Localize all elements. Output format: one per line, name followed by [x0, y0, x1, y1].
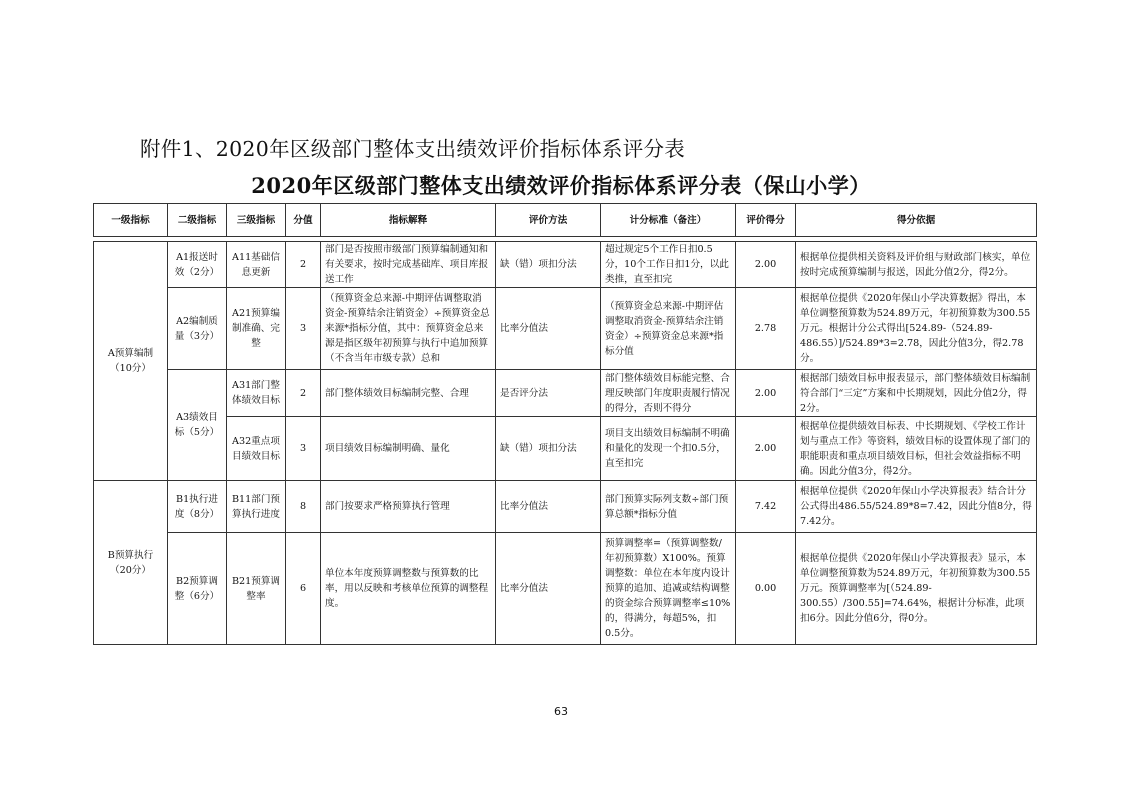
score-cell: 8 — [286, 481, 321, 533]
score-cell: 3 — [286, 288, 321, 370]
explain-cell: 部门整体绩效目标编制完整、合理 — [321, 370, 496, 417]
page-number: 63 — [554, 705, 568, 718]
explain-cell: 部门是否按照市级部门预算编制通知和有关要求，按时完成基础库、项目库报送工作 — [321, 242, 496, 288]
basis-cell: 根据单位提供《2020年保山小学决算数据》得出，本单位调整预算数为524.89万元，年初预算数为300.55万元。根据计分公式得出[524.89-（524.89-486.55）]/524.89*3=2.78，因此分值3分，得2.78分。 — [796, 288, 1037, 370]
score-cell: 2 — [286, 242, 321, 288]
level3-cell: A31部门整体绩效目标 — [227, 370, 286, 417]
result-cell: 7.42 — [736, 481, 796, 533]
level2-cell: A2编制质量（3分） — [168, 288, 227, 370]
table-row — [94, 417, 1037, 481]
standard-cell: 超过规定5个工作日扣0.5分，10个工作日扣1分，以此类推，直至扣完 — [601, 242, 736, 288]
header-result: 评价得分 — [736, 204, 796, 237]
method-cell: 缺（错）项扣分法 — [496, 242, 601, 288]
header-method: 评价方法 — [496, 204, 601, 237]
score-table — [93, 203, 1037, 645]
explain-cell: 部门按要求严格预算执行管理 — [321, 481, 496, 533]
level3-cell: B21预算调整率 — [227, 533, 286, 645]
score-cell: 3 — [286, 417, 321, 481]
score-cell: 2 — [286, 370, 321, 417]
result-cell: 2.00 — [736, 370, 796, 417]
standard-cell: 部门整体绩效目标能完整、合理反映部门年度职责履行情况的得分，否则不得分 — [601, 370, 736, 417]
result-cell: 2.00 — [736, 417, 796, 481]
table-title: 2020年区级部门整体支出绩效评价指标体系评分表（保山小学） — [251, 173, 871, 198]
header-row — [94, 204, 1037, 237]
result-cell: 0.00 — [736, 533, 796, 645]
standard-cell: 预算调整率=（预算调整数/年初预算数）X100%。预算调整数：单位在本年度内设计预算的追加、追减或结构调整的资金综合预算调整率≤10%的，得满分，每超5%，扣0.5分。 — [601, 533, 736, 645]
header-level1: 一级指标 — [94, 204, 168, 237]
level2-cell: B1执行进度（8分） — [168, 481, 227, 533]
level2-cell: A3绩效目标（5分） — [168, 370, 227, 481]
method-cell: 比率分值法 — [496, 288, 601, 370]
header-level3: 三级指标 — [227, 204, 286, 237]
header-standard: 计分标准（备注） — [601, 204, 736, 237]
attachment-title: 附件1、2020年区级部门整体支出绩效评价指标体系评分表 — [140, 137, 686, 161]
table-row — [94, 481, 1037, 533]
header-explain: 指标解释 — [321, 204, 496, 237]
header-basis: 得分依据 — [796, 204, 1037, 237]
method-cell: 缺（错）项扣分法 — [496, 417, 601, 481]
explain-cell: 项目绩效目标编制明确、量化 — [321, 417, 496, 481]
table-row — [94, 370, 1037, 417]
level3-cell: A11基础信息更新 — [227, 242, 286, 288]
standard-cell: （预算资金总来源-中期评估调整取消资金-预算结余注销资金）÷预算资金总来源*指标分值 — [601, 288, 736, 370]
score-cell: 6 — [286, 533, 321, 645]
method-cell: 比率分值法 — [496, 481, 601, 533]
explain-cell: 单位本年度预算调整数与预算数的比率，用以反映和考核单位预算的调整程度。 — [321, 533, 496, 645]
method-cell: 比率分值法 — [496, 533, 601, 645]
standard-cell: 项目支出绩效目标编制不明确和量化的发现一个扣0.5分，直至扣完 — [601, 417, 736, 481]
level2-cell: A1报送时效（2分） — [168, 242, 227, 288]
level3-cell: A32重点项目绩效目标 — [227, 417, 286, 481]
basis-cell: 根据单位提供相关资料及评价组与财政部门核实，单位按时完成预算编制与报送，因此分值2分，得2分。 — [796, 242, 1037, 288]
table-row — [94, 533, 1037, 645]
level2-cell: B2预算调整（6分） — [168, 533, 227, 645]
level1-cell: A预算编制（10分） — [94, 242, 168, 481]
table-row — [94, 242, 1037, 288]
basis-cell: 根据单位提供《2020年保山小学决算报表》结合计分公式得出486.55/524.89*8=7.42，因此分值8分，得7.42分。 — [796, 481, 1037, 533]
basis-cell: 根据单位提供绩效目标表、中长期规划、《学校工作计划与重点工作》等资料，绩效目标的设置体现了部门的职能职责和重点项目绩效目标，但社会效益指标不明确。因此分值3分，得2分。 — [796, 417, 1037, 481]
result-cell: 2.78 — [736, 288, 796, 370]
level3-cell: B11部门预算执行进度 — [227, 481, 286, 533]
table-row — [94, 288, 1037, 370]
result-cell: 2.00 — [736, 242, 796, 288]
level3-cell: A21预算编制准确、完整 — [227, 288, 286, 370]
standard-cell: 部门预算实际列支数÷部门预算总额*指标分值 — [601, 481, 736, 533]
explain-cell: （预算资金总来源-中期评估调整取消资金-预算结余注销资金）÷预算资金总来源*指标分值，其中：预算资金总来源是指区级年初预算与执行中追加预算（不含当年市级专款）总和 — [321, 288, 496, 370]
method-cell: 是否评分法 — [496, 370, 601, 417]
level1-cell: B预算执行（20分） — [94, 481, 168, 645]
basis-cell: 根据部门绩效目标申报表显示，部门整体绩效目标编制符合部门“三定”方案和中长期规划，因此分值2分，得2分。 — [796, 370, 1037, 417]
header-score: 分值 — [286, 204, 321, 237]
header-level2: 二级指标 — [168, 204, 227, 237]
basis-cell: 根据单位提供《2020年保山小学决算报表》显示，本单位调整预算数为524.89万元，年初预算数为300.55万元。预算调整率为[（524.89-300.55）/300.55]=74.64%，根据计分标准，此项扣6分。因此分值6分，得0分。 — [796, 533, 1037, 645]
